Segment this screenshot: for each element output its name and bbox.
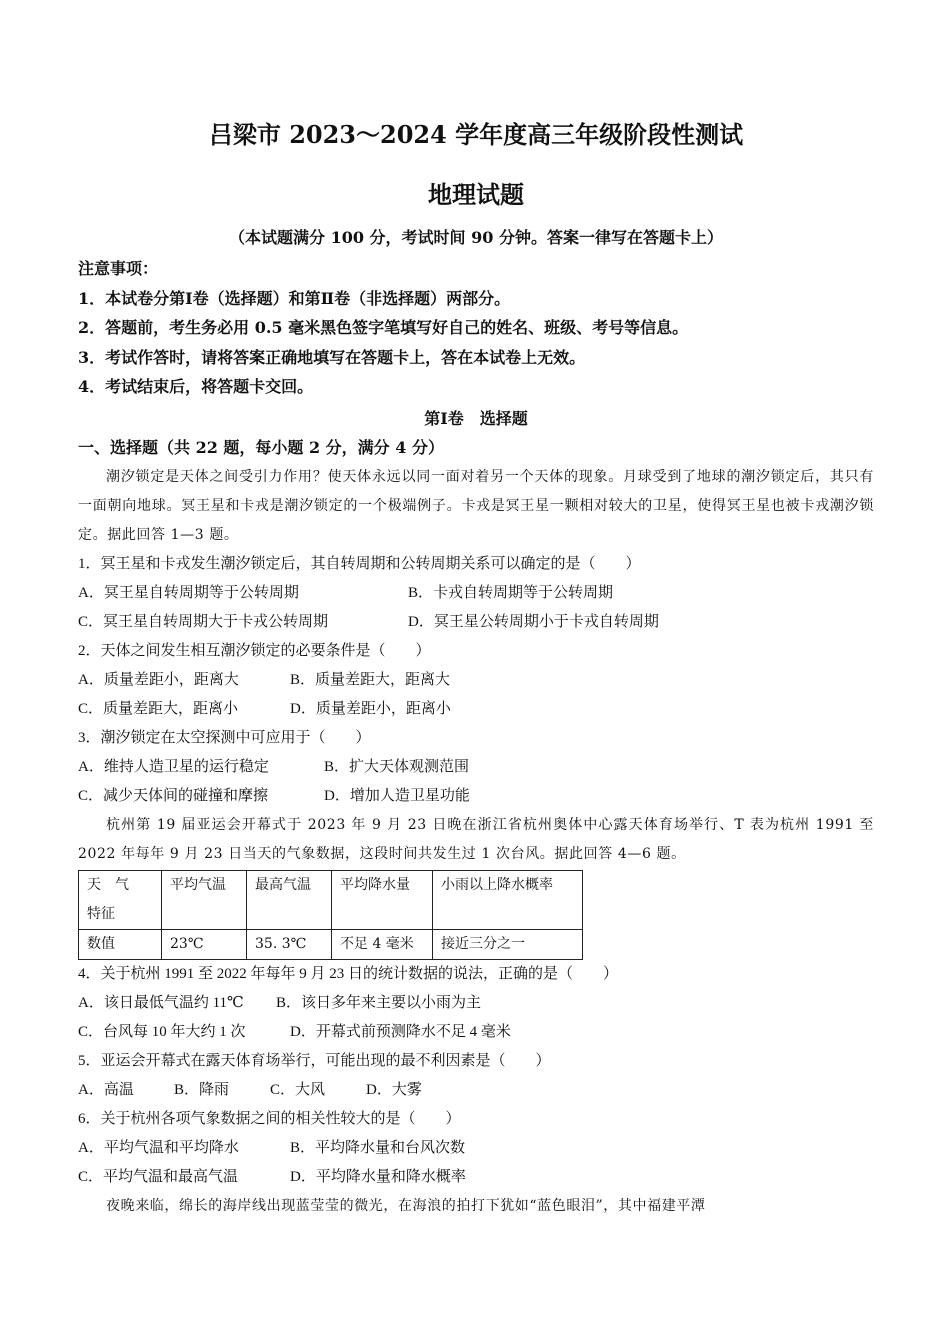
option-b: B．质量差距大，距离大 <box>290 671 451 688</box>
table-cell: 23℃ <box>162 929 247 959</box>
exam-note: （本试题满分 100 分，考试时间 90 分钟。答案一律写在答题卡上） <box>229 228 723 247</box>
option-b: B．降雨 <box>174 1081 230 1098</box>
table-cell: 不足 4 毫米 <box>332 929 433 959</box>
option-a: A．质量差距小，距离大 <box>78 671 239 688</box>
option-c: C．质量差距大，距离小 <box>78 700 239 717</box>
option-d: D．冥王星公转周期小于卡戎自转周期 <box>408 613 659 630</box>
option-d: D．平均降水量和降水概率 <box>290 1168 466 1185</box>
volume-title: 第Ⅰ卷 选择题 <box>424 408 528 428</box>
notice-item: 4．考试结束后，将答题卡交回。 <box>78 377 314 396</box>
question-1-options-ab <box>78 579 874 608</box>
question-2-options-ab <box>78 666 874 695</box>
table-row <box>79 929 583 959</box>
option-d: D．增加人造卫星功能 <box>324 787 470 804</box>
notice-item: 1．本试卷分第Ⅰ卷（选择题）和第Ⅱ卷（非选择题）两部分。 <box>78 288 511 308</box>
option-c: C．台风每 10 年大约 1 次 <box>78 1023 246 1040</box>
table-header-row <box>79 870 583 929</box>
option-d: D．开幕式前预测降水不足 4 毫米 <box>290 1023 511 1040</box>
option-a: A．该日最低气温约 11℃ <box>78 994 244 1011</box>
option-b: B．该日多年来主要以小雨为主 <box>276 994 482 1011</box>
option-d: D．大雾 <box>366 1081 422 1098</box>
question-5-stem: 5．亚运会开幕式在露天体育场举行，可能出现的最不利因素是（ ） <box>78 1052 551 1069</box>
question-2-options-cd <box>78 695 874 724</box>
question-3-options-cd <box>78 782 874 811</box>
subject-title: 地理试题 <box>428 180 524 209</box>
option-a: A．维持人造卫星的运行稳定 <box>78 758 269 775</box>
table-header-cell: 天 气 特征 <box>79 870 162 929</box>
passage-tidal-locking: 潮汐锁定是天体之间受引力作用？使天体永远以同一面对着另一个天体的现象。月球受到了地球的潮汐锁定后，其只有一面朝向地球。冥王星和卡戎是潮汐锁定的一个极端例子。卡戎是冥王星一颗相对较大的卫星，使得冥王星也被卡戎潮汐锁定。据此回答 1—3 题。 <box>78 468 874 543</box>
option-b: B．卡戎自转周期等于公转周期 <box>408 584 614 601</box>
option-b: B．扩大天体观测范围 <box>324 758 470 775</box>
passage-blue-tears: 夜晚来临，绵长的海岸线出现蓝莹莹的微光，在海浪的拍打下犹如“蓝色眼泪”，其中福建平潭 <box>106 1197 706 1214</box>
question-4-options-ab <box>78 989 874 1018</box>
question-6-stem: 6．关于杭州各项气象数据之间的相关性较大的是（ ） <box>78 1110 461 1127</box>
question-4-options-cd <box>78 1018 874 1047</box>
option-a: A．平均气温和平均降水 <box>78 1139 239 1156</box>
question-2-stem: 2．天体之间发生相互潮汐锁定的必要条件是（ ） <box>78 642 431 659</box>
notice-item: 2．答题前，考生务必用 0.5 毫米黑色签字笔填写好自己的姓名、班级、考号等信息。 <box>78 318 689 337</box>
table-cell: 数值 <box>79 929 162 959</box>
option-c: C．平均气温和最高气温 <box>78 1168 239 1185</box>
option-c: C．冥王星自转周期大于卡戎公转周期 <box>78 613 329 630</box>
question-3-stem: 3．潮汐锁定在太空探测中可应用于（ ） <box>78 729 371 746</box>
question-3-options-ab <box>78 753 874 782</box>
question-6-options-cd <box>78 1163 874 1192</box>
option-c: C．减少天体间的碰撞和摩擦 <box>78 787 269 804</box>
table-header-cell: 最高气温 <box>247 870 332 929</box>
table-cell: 35. 3℃ <box>247 929 332 959</box>
option-b: B．平均降水量和台风次数 <box>290 1139 466 1156</box>
part-title: 一、选择题（共 22 题，每小题 2 分，满分 4 分） <box>78 437 444 457</box>
question-6-options-ab <box>78 1134 874 1163</box>
question-1-options-cd <box>78 608 874 637</box>
option-c: C．大风 <box>270 1081 326 1098</box>
notice-item: 3．考试作答时，请将答案正确地填写在答题卡上，答在本试卷上无效。 <box>78 347 586 367</box>
question-4-stem: 4．关于杭州 1991 至 2022 年每年 9 月 23 日的统计数据的说法，正确的是（ ） <box>78 965 619 982</box>
passage-asian-games: 杭州第 19 届亚运会开幕式于 2023 年 9 月 23 日晚在浙江省杭州奥体中心露天体育场举行、T 表为杭州 1991 至 2022 年每年 9 月 23 日当天的气象数据，这段时间共发生过 1 次台风。据此回答 4—6 题。 <box>78 816 874 862</box>
exam-page <box>78 118 874 1221</box>
table-cell: 接近三分之一 <box>433 929 583 959</box>
weather-data-table <box>78 870 583 960</box>
exam-title: 吕梁市 2023～2024 学年度高三年级阶段性测试 <box>208 120 744 149</box>
question-5-options <box>78 1076 874 1105</box>
table-header-cell: 平均气温 <box>162 870 247 929</box>
option-a: A．冥王星自转周期等于公转周期 <box>78 584 299 601</box>
table-header-cell: 平均降水量 <box>332 870 433 929</box>
notice-heading: 注意事项： <box>78 259 159 278</box>
question-1-stem: 1．冥王星和卡戎发生潮汐锁定后，其自转周期和公转周期关系可以确定的是（ ） <box>78 555 641 572</box>
option-a: A．高温 <box>78 1081 134 1098</box>
option-d: D．质量差距小，距离小 <box>290 700 451 717</box>
table-header-cell: 小雨以上降水概率 <box>433 870 583 929</box>
